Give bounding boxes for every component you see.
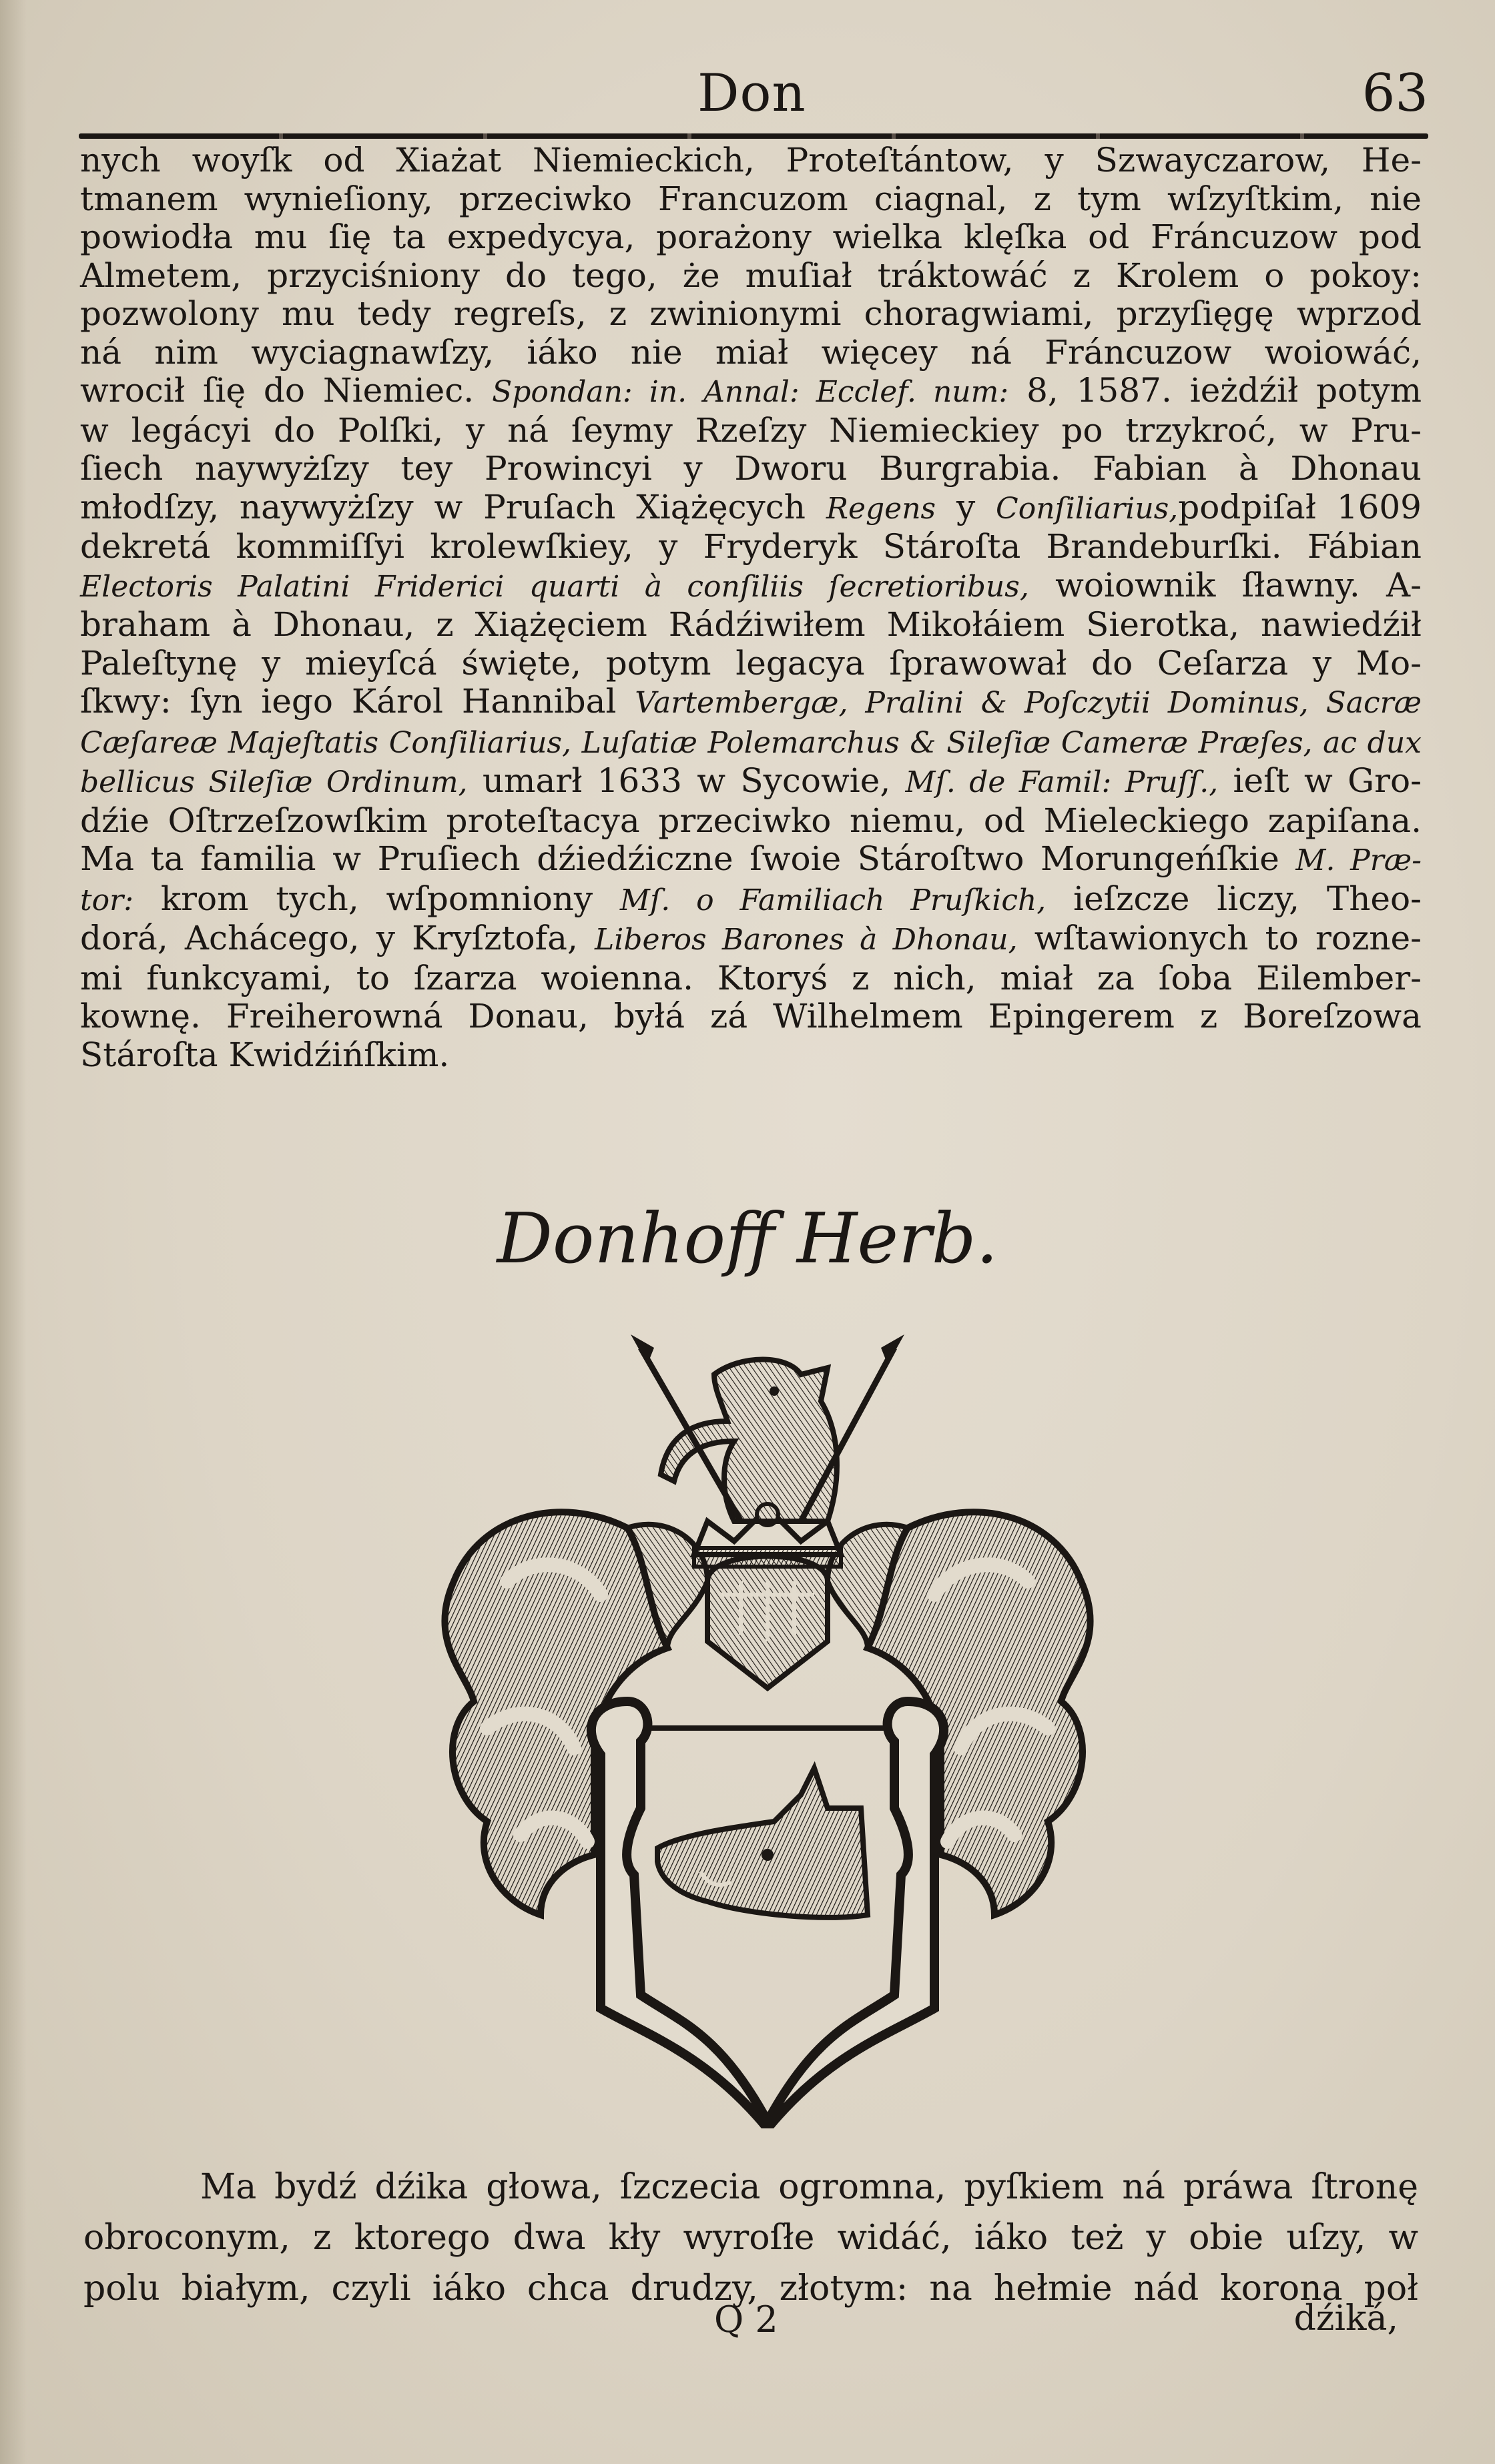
text-line: tor: krom tych, wſpomniony Mſ. o Familiach Pruſkich, ieſzcze liczy, Theo-	[80, 879, 1422, 918]
latin-citation: Cæſareæ Majeſtatis Conſiliarius, Luſatiæ Polemarchus & Sileſiæ Cameræ Præſes, ac dux	[80, 725, 1422, 760]
latin-citation: Conſiliarius,	[996, 491, 1179, 526]
latin-citation: Mſ. o Familiach Pruſkich,	[619, 883, 1046, 917]
latin-citation: tor:	[80, 883, 134, 917]
section-heading: Donhoff Herb.	[497, 1198, 998, 1279]
latin-citation: Regens	[826, 491, 936, 526]
boar-crest	[631, 1334, 904, 1521]
text-line: bellicus Sileſiæ Ordinum, umarł 1633 w Sycowie, Mſ. de Famil: Pruſſ., ieſt w Gro-	[80, 761, 1422, 800]
text-line: Paleſtynę y mieyſcá święte, potym legacya ſprawował do Ceſarza y Mo-	[80, 643, 1422, 683]
text-line: Almetem, przyciśniony do tego, że muſiał tráktowáć z Krolem o pokoy:	[80, 256, 1422, 295]
text-line: Ma bydź dźika głowa, ſzczecia ogromna, pyſkiem ná práwa ſtronę	[200, 2167, 1418, 2207]
helmet	[707, 1557, 828, 1689]
latin-citation: Liberos Barones à Dhonau,	[595, 923, 1018, 957]
body-text	[80, 141, 1422, 1074]
latin-citation: Electoris Palatini Friderici quarti à conſiliis ſecretioribus,	[80, 569, 1029, 604]
mantling-right	[828, 1512, 1091, 1915]
text-line: obroconym, z ktorego dwa kły wyroſłe widáć, iáko też y obie uſzy, w	[83, 2218, 1418, 2258]
text-line: pozwolony mu tedy regreſs, z zwinionymi choragwiami, przyſięgę wprzod	[80, 294, 1422, 333]
latin-citation: M. Præ-	[1295, 843, 1422, 877]
text-line: powiodła mu ſię ta expedycya, porażony wielka klęſka od Fráncuzow pod	[80, 218, 1422, 256]
header-rule	[79, 133, 1428, 139]
text-line: Stároſta Kwidźińſkim.	[80, 1035, 450, 1074]
text-line: Electoris Palatini Friderici quarti à conſiliis ſecretioribus, woiownik ſławny. A-	[80, 565, 1422, 604]
text-line: mi funkcyami, to ſzarza woienna. Ktoryś z nich, miał za ſoba Eilember-	[80, 958, 1422, 997]
latin-citation: Mſ. de Famil: Pruſſ.,	[905, 765, 1219, 799]
text-line: polu białym, czyli iáko chca drudzy, złotym: na hełmie nád korona poł	[83, 2269, 1418, 2309]
text-line: ná nim wyciagnawſzy, iáko nie miał więcey ná Fráncuzow woiowáć,	[80, 332, 1422, 372]
signature-mark: Q 2	[714, 2299, 778, 2341]
latin-citation: Vartembergæ, Pralini & Poſczytii Dominus, Sacræ	[635, 686, 1422, 720]
text-line: ſiech naywyżſzy tey Prowincyi y Dworu Burgrabia. Fabian à Dhonau	[80, 449, 1422, 488]
running-head-title: Don	[697, 63, 806, 123]
text-line: braham à Dhonau, z Xiążęciem Rádźiwiłem Mikołáiem Sierotka, nawiedźił	[80, 605, 1422, 644]
text-line	[80, 723, 1422, 763]
text-line: Ma ta familia w Pruſiech dźiedźiczne ſwoie Stároſtwo Morungeńſkie M. Præ-	[80, 839, 1422, 878]
running-head	[80, 63, 1428, 137]
text-line: dekretá kommiſſyi krolewſkiey, y Fryderyk Stároſta Brandeburſki. Fábian	[80, 527, 1422, 566]
text-line: kownę. Freiherowná Donau, byłá zá Wilhelmem Epingerem z Boreſzowa	[80, 997, 1422, 1036]
page-number: 63	[1362, 63, 1428, 123]
text-line: ſkwy: ſyn iego Károl Hannibal Vartembergæ, Pralini & Poſczytii Dominus, Sacræ	[80, 682, 1422, 721]
boar-head-charge	[657, 1768, 868, 1918]
text-line: wrocił ſię do Niemiec. Spondan: in. Annal: Ecclef. num: 8, 1587. ieżdźił potym	[80, 371, 1422, 410]
text-line: młodſzy, naywyżſzy w Pruſach Xiążęcych Regens y Conſiliarius,podpiſał 1609	[80, 487, 1422, 526]
latin-citation: bellicus Sileſiæ Ordinum,	[80, 765, 468, 799]
text-line: dorá, Achácego, y Kryſztofa, Liberos Barones à Dhonau, wſtawionych to rozne-	[80, 919, 1422, 957]
latin-citation: Spondan: in. Annal: Ecclef. num:	[492, 375, 1009, 409]
text-line: tmanem wynieſiony, przeciwko Francuzom ciagnal, z tym wſzyſtkim, nie	[80, 179, 1422, 218]
text-line: w legácyi do Polſki, y ná ſeymy Rzeſzy Niemieckiey po trzykroć, w Pru-	[80, 410, 1422, 450]
coat-of-arms-illustration	[427, 1328, 1108, 2128]
text-line: nych woyſk od Xiażat Niemieckich, Proteſtántow, y Szwayczarow, He-	[80, 141, 1422, 179]
text-line: dźie Oſtrzeſzowſkim proteſtacya przeciwko niemu, od Mieleckiego zapiſana.	[80, 801, 1422, 840]
catchword: dźiká,	[1293, 2299, 1398, 2339]
blazon-description	[83, 2162, 1418, 2314]
